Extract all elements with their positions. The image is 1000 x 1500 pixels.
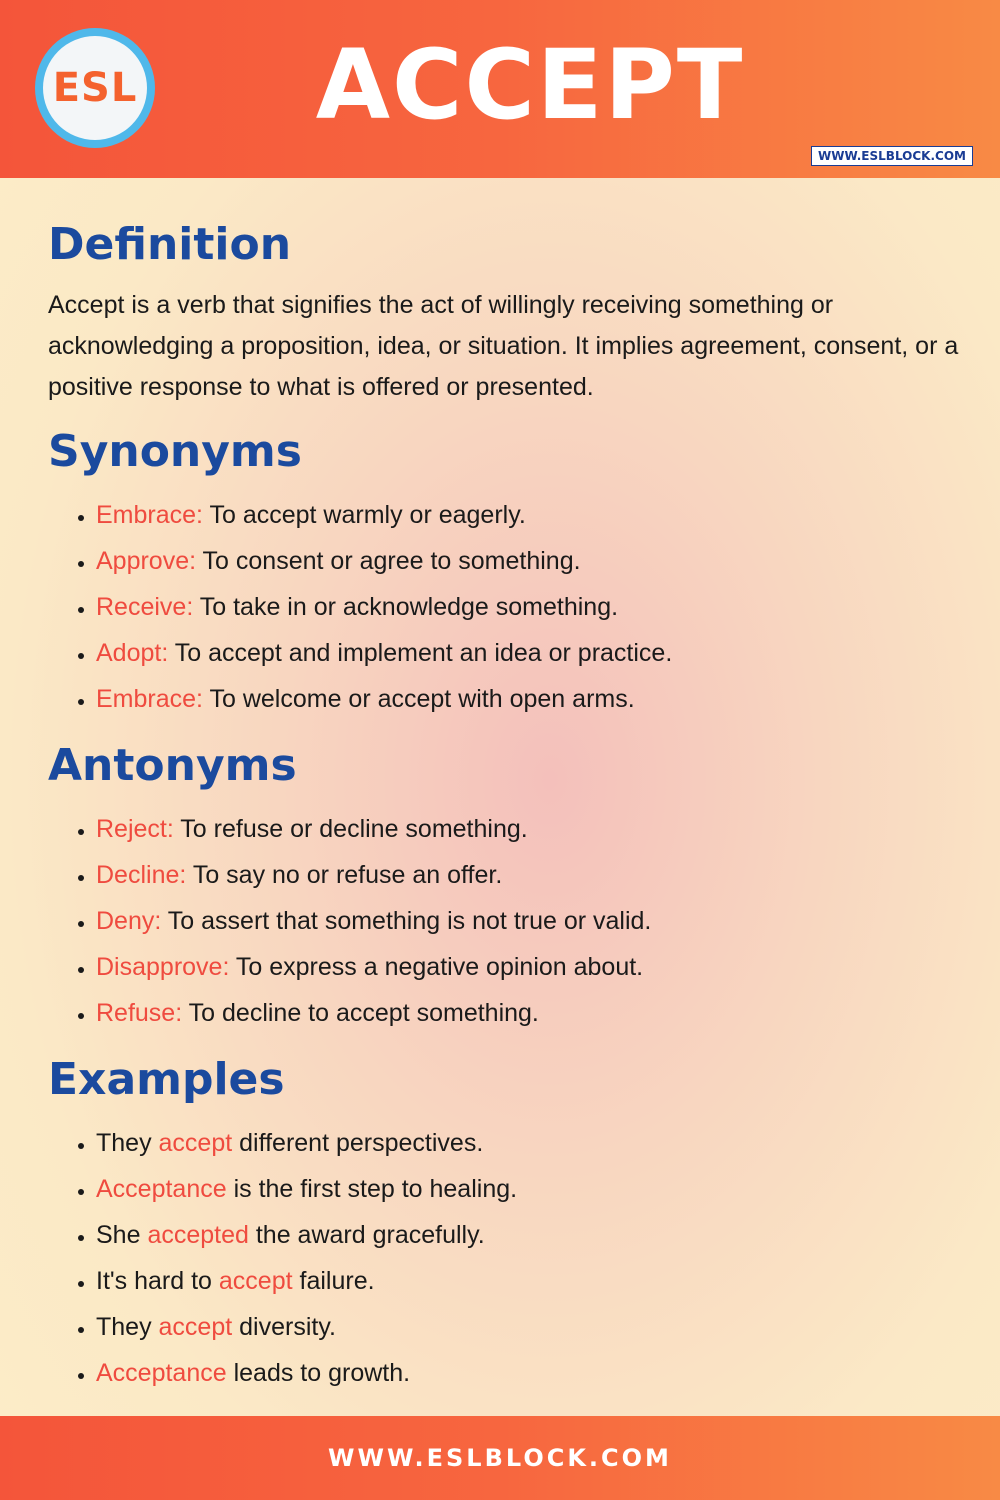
- example-highlight: Acceptance: [96, 1175, 227, 1203]
- page-title: ACCEPT: [315, 29, 745, 141]
- antonym-meaning: To refuse or decline something.: [173, 815, 528, 843]
- antonym-meaning: To assert that something is not true or valid.: [161, 907, 652, 935]
- example-text-before: They: [96, 1313, 159, 1341]
- example-sentence: [96, 1120, 968, 1166]
- synonym-meaning: To consent or agree to something.: [196, 547, 581, 575]
- antonym-term: Deny:: [96, 907, 162, 935]
- antonym-item: [96, 852, 968, 898]
- antonym-term: Refuse:: [96, 999, 183, 1027]
- antonyms-list: [48, 806, 968, 1036]
- synonym-term: Embrace:: [96, 685, 203, 713]
- esl-logo-text: ESL: [43, 36, 147, 140]
- esl-logo: [35, 28, 155, 148]
- synonym-item: [96, 492, 968, 538]
- example-text-before: She: [96, 1221, 148, 1249]
- synonym-term: Embrace:: [96, 501, 203, 529]
- antonyms-heading: Antonyms: [48, 740, 297, 791]
- antonym-term: Decline:: [96, 861, 187, 889]
- synonym-term: Adopt:: [96, 639, 169, 667]
- antonym-item: [96, 898, 968, 944]
- definition-text: Accept is a verb that signifies the act of willingly receiving something or acknowledging a proposition, idea, or situation. It implies agreement, consent, or a positive response to what is offered or presented.: [48, 291, 959, 401]
- antonym-item: [96, 944, 968, 990]
- examples-heading: Examples: [48, 1054, 285, 1105]
- example-text-before: They: [96, 1129, 159, 1157]
- example-text-after: leads to growth.: [226, 1359, 411, 1387]
- example-highlight: accept: [158, 1313, 233, 1341]
- antonym-item: [96, 806, 968, 852]
- antonym-term: Reject:: [96, 815, 174, 843]
- synonym-meaning: To welcome or accept with open arms.: [202, 685, 635, 713]
- example-text-after: is the first step to healing.: [226, 1175, 518, 1203]
- example-sentence: [96, 1350, 968, 1396]
- synonym-item: [96, 676, 968, 722]
- synonym-meaning: To accept and implement an idea or practice.: [168, 639, 673, 667]
- example-highlight: Acceptance: [96, 1359, 227, 1387]
- synonym-item: [96, 584, 968, 630]
- antonym-meaning: To express a negative opinion about.: [229, 953, 644, 981]
- synonym-meaning: To take in or acknowledge something.: [193, 593, 619, 621]
- examples-list: [48, 1120, 968, 1396]
- example-sentence: [96, 1166, 968, 1212]
- example-sentence: [96, 1212, 968, 1258]
- example-highlight: accept: [158, 1129, 233, 1157]
- antonym-item: [96, 990, 968, 1036]
- antonym-meaning: To decline to accept something.: [182, 999, 539, 1027]
- main-content: [48, 215, 968, 1410]
- synonym-term: Receive:: [96, 593, 194, 621]
- synonym-meaning: To accept warmly or eagerly.: [202, 501, 526, 529]
- header-banner: [0, 0, 1000, 178]
- example-sentence: [96, 1304, 968, 1350]
- site-url-badge[interactable]: WWW.ESLBLOCK.COM: [811, 146, 973, 166]
- example-text-after: different perspectives.: [232, 1129, 484, 1157]
- example-text-after: diversity.: [232, 1313, 336, 1341]
- example-text-before: It's hard to: [96, 1267, 219, 1295]
- example-sentence: [96, 1258, 968, 1304]
- antonym-meaning: To say no or refuse an offer.: [186, 861, 503, 889]
- synonym-item: [96, 538, 968, 584]
- synonym-term: Approve:: [96, 547, 197, 575]
- synonyms-list: [48, 492, 968, 722]
- example-text-after: the award gracefully.: [248, 1221, 485, 1249]
- synonyms-heading: Synonyms: [48, 426, 302, 477]
- example-highlight: accept: [218, 1267, 293, 1295]
- synonym-item: [96, 630, 968, 676]
- definition-heading: Definition: [48, 219, 292, 270]
- footer-url[interactable]: WWW.ESLBLOCK.COM: [0, 1416, 1000, 1500]
- example-highlight: accepted: [147, 1221, 249, 1249]
- example-text-after: failure.: [292, 1267, 375, 1295]
- antonym-term: Disapprove:: [96, 953, 230, 981]
